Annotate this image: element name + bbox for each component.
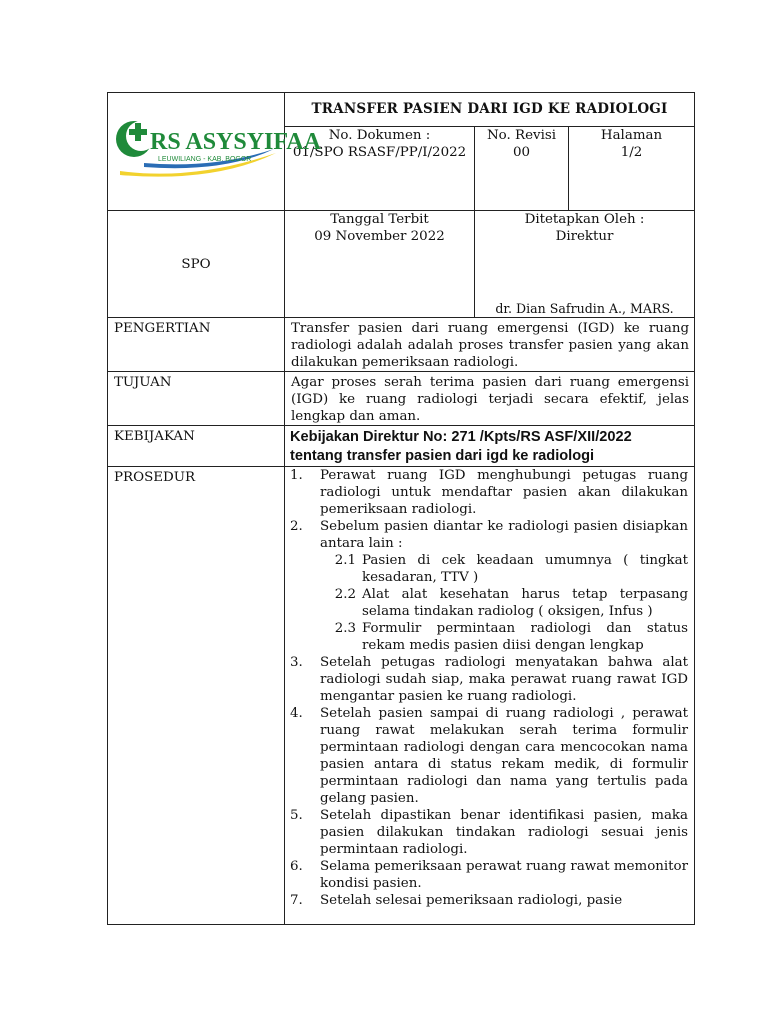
logo-cell	[108, 93, 321, 211]
issue-date-value: 09 November 2022	[314, 229, 445, 244]
step-text: Selama pemeriksaan perawat ruang rawat memonitor kondisi pasien.	[320, 859, 689, 891]
sub-text: Alat alat kesehatan harus tetap terpasang selama tindakan radiolog ( oksigen, Infus )	[362, 587, 689, 619]
list-item	[290, 654, 688, 705]
revision-value: 00	[512, 145, 531, 161]
list-item	[290, 858, 688, 892]
step-number: 6.	[290, 859, 303, 874]
list-item	[290, 518, 688, 654]
document-title: TRANSFER PASIEN DARI IGD KE RADIOLOGI	[285, 93, 695, 127]
list-item	[290, 807, 688, 858]
page-label: Halaman	[600, 128, 663, 144]
step-text: Setelah selesai pemeriksaan radiologi, pasie	[320, 893, 623, 908]
sub-item	[320, 586, 688, 620]
pengertian-label: PENGERTIAN	[108, 318, 285, 372]
step-number: 1.	[290, 468, 303, 483]
step-number: 2.	[290, 519, 303, 534]
approved-label: Ditetapkan Oleh :	[524, 212, 645, 227]
sub-item	[320, 620, 688, 654]
step-text: Setelah dipastikan benar identifikasi pasien, maka pasien dilakukan tindakan radiologi sesuai jenis permintaan radiologi.	[320, 808, 689, 857]
doc-number-label: No. Dokumen :	[328, 128, 431, 144]
step-text: Setelah petugas radiologi menyatakan bahwa alat radiologi sudah siap, maka perawat ruang rawat IGD mengantar pasien ke ruang radiologi.	[320, 655, 689, 704]
prosedur-content	[285, 467, 695, 925]
sub-text: Pasien di cek keadaan umumnya ( tingkat kesadaran, TTV )	[362, 553, 689, 585]
svg-text:LEUWILIANG - KAB. BOGOR: LEUWILIANG - KAB. BOGOR	[158, 156, 252, 163]
tujuan-text: Agar proses serah terima pasien dari ruang emergensi (IGD) ke ruang radiologi terjadi secara efektif, jelas lengkap dan aman.	[285, 372, 695, 426]
issue-date-label: Tanggal Terbit	[330, 212, 429, 227]
list-item	[290, 705, 688, 807]
approved-cell	[475, 211, 695, 318]
step-text: Perawat ruang IGD menghubungi petugas ruang radiologi untuk mendaftar pasien akan dilakukan pemeriksaan radiologi.	[320, 468, 689, 517]
list-item	[290, 892, 688, 909]
step-number: 7.	[290, 893, 303, 908]
page-value: 1/2	[620, 145, 643, 161]
list-item	[290, 467, 688, 518]
doc-number-value: 01/SPO RSASF/PP/I/2022	[292, 145, 467, 161]
signatory-name: dr. Dian Safrudin A., MARS.	[495, 301, 674, 316]
sub-item	[320, 552, 688, 586]
kebijakan-label: KEBIJAKAN	[108, 426, 285, 467]
revision-label: No. Revisi	[486, 128, 557, 144]
page-cell	[569, 127, 695, 211]
step-number: 5.	[290, 808, 303, 823]
approved-value: Direktur	[555, 229, 614, 244]
step-number: 4.	[290, 706, 303, 721]
kebijakan-text: Kebijakan Direktur No: 271 /Kpts/RS ASF/XII/2022 tentang transfer pasien dari igd ke radiologi	[285, 426, 695, 467]
step-text	[320, 518, 688, 654]
issue-date-cell	[285, 211, 475, 318]
prosedur-steps	[285, 467, 694, 909]
spo-label: SPO	[108, 211, 285, 318]
sub-number: 2.2	[334, 587, 356, 602]
tujuan-label: TUJUAN	[108, 372, 285, 426]
step-number: 3.	[290, 655, 303, 670]
step-intro: Sebelum pasien diantar ke radiologi pasien disiapkan antara lain :	[320, 519, 689, 551]
pengertian-text: Transfer pasien dari ruang emergensi (IGD) ke ruang radiologi adalah adalah proses transfer pasien yang akan dilakukan pemeriksaan radiologi.	[285, 318, 695, 372]
spo-table	[107, 92, 695, 925]
svg-text:RS ASYSYIFAA: RS ASYSYIFAA	[150, 129, 321, 155]
spo-document	[107, 92, 694, 925]
sub-text: Formulir permintaan radiologi dan status rekam medis pasien diisi dengan lengkap	[362, 621, 689, 653]
step-text: Setelah pasien sampai di ruang radiologi , perawat ruang rawat melakukan serah terima formulir permintaan radiologi dengan cara mencocokan nama pasien antara di status rekam medik, di formulir permintaan radiologi dan nama yang tertulis pada gelang pasien.	[320, 706, 689, 806]
sub-number: 2.3	[334, 621, 356, 636]
hospital-logo	[108, 93, 321, 210]
sub-number: 2.1	[334, 553, 356, 568]
prosedur-label: PROSEDUR	[108, 467, 285, 925]
revision-cell	[475, 127, 569, 211]
